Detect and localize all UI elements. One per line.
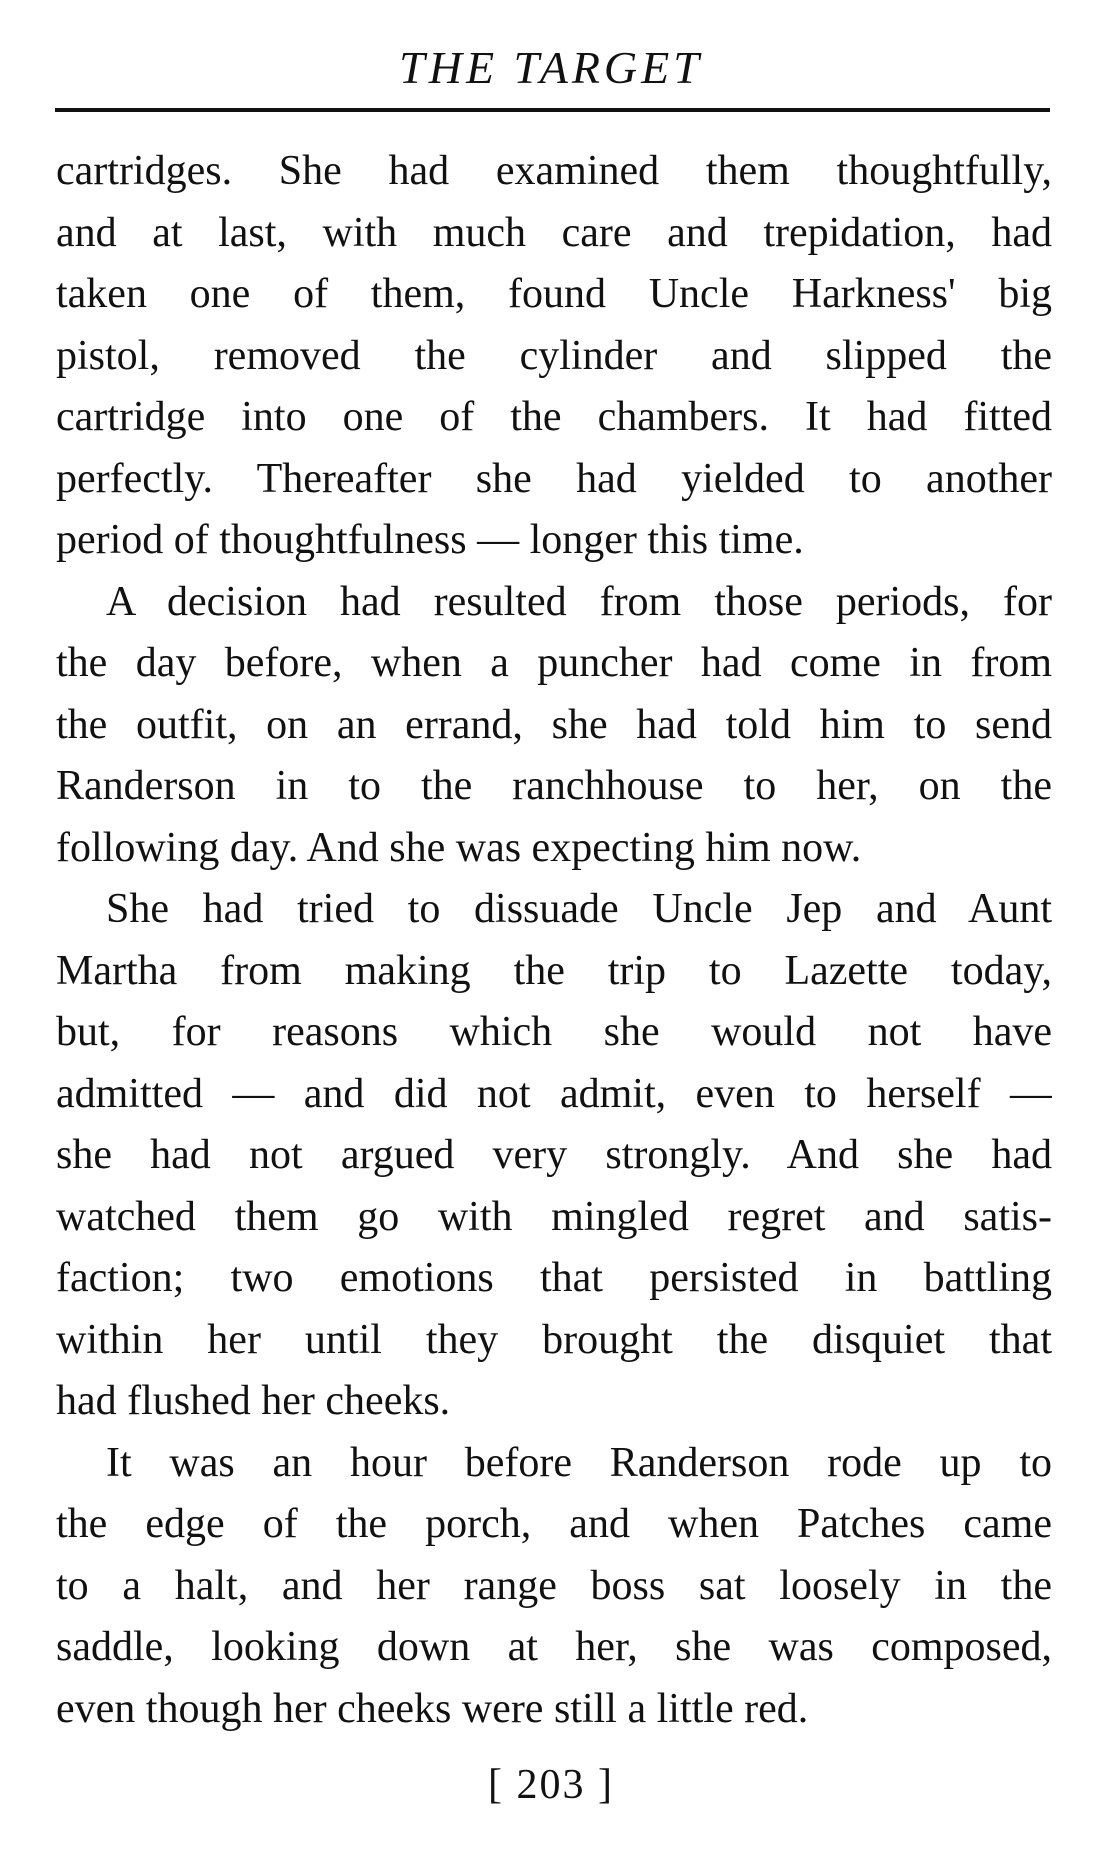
text-line: cartridge into one of the chambers. It had fitted xyxy=(56,394,1052,440)
text-line: she had not argued very strongly. And she had xyxy=(56,1132,1052,1178)
body-text xyxy=(56,141,1052,1740)
text-line: the outfit, on an errand, she had told him to send xyxy=(56,701,1052,748)
text-line: had flushed her cheeks. xyxy=(56,1378,451,1424)
text-line: saddle, looking down at her, she was composed, xyxy=(56,1624,1052,1670)
text-line: to a halt, and her range boss sat loosely in the xyxy=(56,1562,1052,1609)
paragraph xyxy=(56,141,1052,572)
text-line: within her until they brought the disquiet that xyxy=(56,1316,1052,1363)
text-line: cartridges. She had examined them thoughtfully, xyxy=(56,148,1052,194)
text-line: admitted — and did not admit, even to herself — xyxy=(56,1070,1052,1117)
header-rule xyxy=(55,108,1050,112)
text-line: She had tried to dissuade Uncle Jep and Aunt xyxy=(106,886,1052,932)
paragraph xyxy=(56,572,1052,880)
text-line: A decision had resulted from those periods, for xyxy=(106,578,1052,625)
text-line: and at last, with much care and trepidation, had xyxy=(56,209,1052,256)
text-line: period of thoughtfulness — longer this time. xyxy=(56,517,804,563)
text-line: the day before, when a puncher had come in from xyxy=(56,640,1052,686)
text-line: faction; two emotions that persisted in battling xyxy=(56,1255,1052,1301)
text-line: pistol, removed the cylinder and slipped the xyxy=(56,332,1052,379)
page-number: [ 203 ] xyxy=(488,1762,614,1808)
text-line: but, for reasons which she would not have xyxy=(56,1009,1052,1055)
text-line: even though her cheeks were still a little red. xyxy=(56,1685,809,1732)
paragraph xyxy=(56,879,1052,1433)
text-line: perfectly. Thereafter she had yielded to another xyxy=(56,455,1052,502)
text-line: Randerson in to the ranchhouse to her, on the xyxy=(56,763,1052,809)
running-title: THE TARGET xyxy=(399,42,703,93)
text-line: It was an hour before Randerson rode up to xyxy=(106,1439,1052,1486)
text-line: Martha from making the trip to Lazette today, xyxy=(56,947,1052,994)
text-line: the edge of the porch, and when Patches came xyxy=(56,1501,1052,1547)
text-line: taken one of them, found Uncle Harkness' big xyxy=(56,271,1052,317)
text-line: following day. And she was expecting him now. xyxy=(56,824,862,871)
text-line: watched them go with mingled regret and satis- xyxy=(56,1193,1052,1240)
paragraph xyxy=(56,1433,1052,1741)
